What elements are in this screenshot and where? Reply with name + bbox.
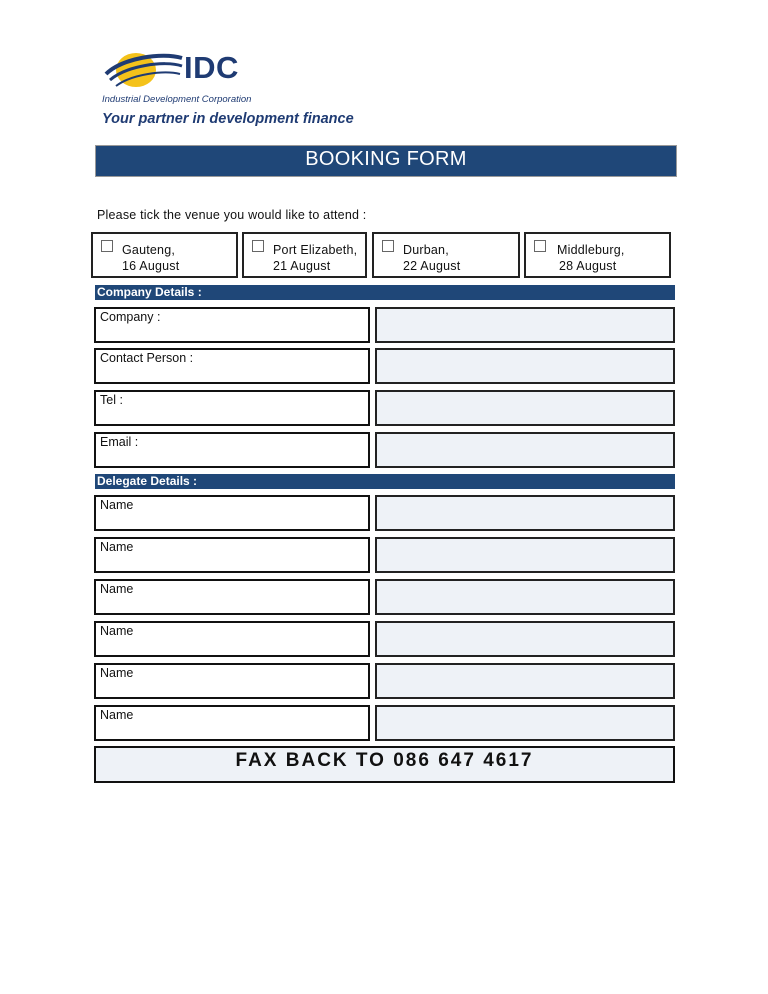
company-input[interactable] xyxy=(375,307,675,343)
venue-option-gauteng[interactable] xyxy=(91,232,238,278)
delegate-name-label: Name xyxy=(94,537,370,573)
delegate-name-label: Name xyxy=(94,705,370,741)
form-title: BOOKING FORM xyxy=(95,145,677,177)
delegate-name-input[interactable] xyxy=(375,621,675,657)
delegate-name-label: Name xyxy=(94,663,370,699)
globe-swoosh-icon xyxy=(102,48,184,92)
venue-city: Middleburg, xyxy=(557,243,625,257)
tel-input[interactable] xyxy=(375,390,675,426)
venue-city: Port Elizabeth, xyxy=(273,243,358,257)
venue-checkbox[interactable] xyxy=(252,240,264,252)
venue-option-port-elizabeth[interactable] xyxy=(242,232,367,278)
idc-logo xyxy=(102,48,382,138)
logo-text: IDC xyxy=(184,50,239,85)
email-input[interactable] xyxy=(375,432,675,468)
venue-date: 21 August xyxy=(273,259,331,273)
venue-date: 16 August xyxy=(122,259,180,273)
logo-tagline: Your partner in development finance xyxy=(102,111,354,127)
delegate-name-input[interactable] xyxy=(375,579,675,615)
company-label: Company : xyxy=(94,307,370,343)
delegate-name-label: Name xyxy=(94,621,370,657)
delegate-name-input[interactable] xyxy=(375,705,675,741)
venue-checkbox[interactable] xyxy=(534,240,546,252)
venue-date: 22 August xyxy=(403,259,461,273)
venue-city: Durban, xyxy=(403,243,449,257)
delegate-name-input[interactable] xyxy=(375,663,675,699)
venue-option-middleburg[interactable] xyxy=(524,232,671,278)
logo-subtitle: Industrial Development Corporation xyxy=(102,94,252,105)
contact-person-input[interactable] xyxy=(375,348,675,384)
fax-back-box xyxy=(94,746,675,783)
email-label: Email : xyxy=(94,432,370,468)
venue-option-durban[interactable] xyxy=(372,232,520,278)
tel-label: Tel : xyxy=(94,390,370,426)
venue-date: 28 August xyxy=(559,259,617,273)
venue-city: Gauteng, xyxy=(122,243,176,257)
contact-person-label: Contact Person : xyxy=(94,348,370,384)
delegate-name-label: Name xyxy=(94,579,370,615)
venue-checkbox[interactable] xyxy=(382,240,394,252)
venue-checkbox[interactable] xyxy=(101,240,113,252)
delegate-name-label: Name xyxy=(94,495,370,531)
venue-instruction: Please tick the venue you would like to attend : xyxy=(97,208,367,222)
delegate-name-input[interactable] xyxy=(375,537,675,573)
fax-back-text: FAX BACK TO 086 647 4617 xyxy=(235,750,534,771)
delegate-name-input[interactable] xyxy=(375,495,675,531)
company-details-header: Company Details : xyxy=(95,285,675,300)
delegate-details-header: Delegate Details : xyxy=(95,474,675,489)
